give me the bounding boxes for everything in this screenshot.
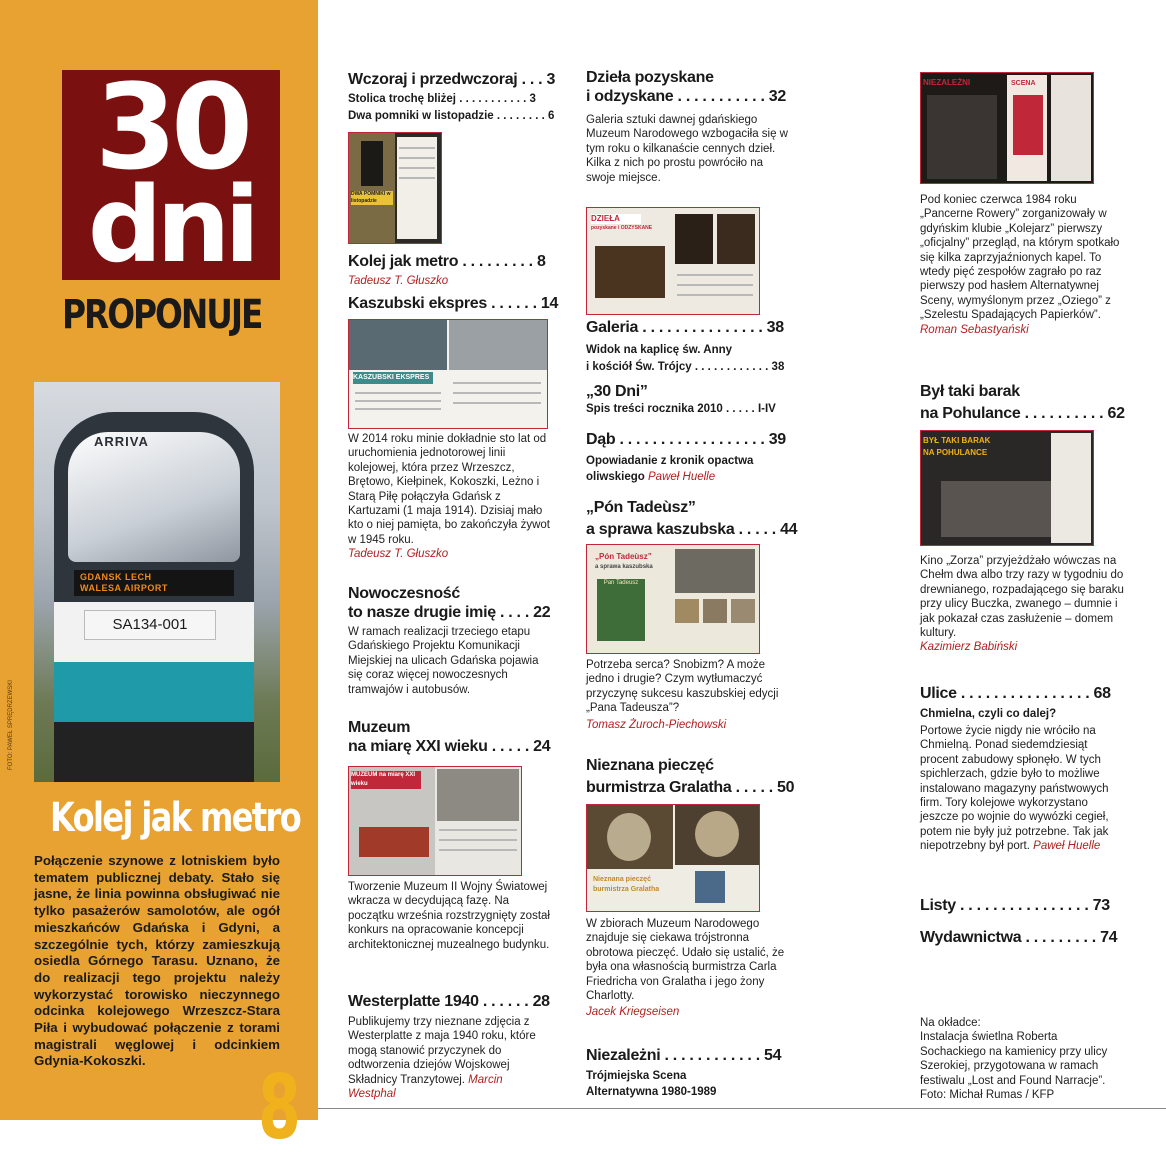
- toc-title: „Pón Tadeùsz”: [586, 499, 696, 516]
- thumbnail-title: BYŁ TAKI BARAK: [923, 436, 991, 445]
- toc-entry-listy[interactable]: [920, 896, 1126, 915]
- article-thumbnail[interactable]: [348, 319, 548, 429]
- photo-page-number: 8: [258, 1056, 301, 1159]
- thumbnail-title: „Pón Tadeùsz”: [595, 552, 652, 561]
- logo-number: 30: [94, 58, 248, 196]
- toc-entry-ulice[interactable]: [920, 684, 1126, 854]
- toc-title: burmistrza Gralatha . . . . . 50: [586, 779, 795, 796]
- feature-title: Kolej jak metro: [50, 795, 301, 841]
- left-panel: [0, 0, 318, 1159]
- toc-title: Westerplatte 1940 . . . . . . 28: [348, 993, 550, 1010]
- toc-entry-barak[interactable]: [920, 382, 1126, 423]
- bottom-rule: [318, 1108, 1166, 1109]
- toc-subtitle: Chmielna, czyli co dalej?: [920, 708, 1057, 720]
- article-thumbnail[interactable]: [586, 544, 760, 654]
- toc-title: to nasze drugie imię . . . . 22: [348, 604, 551, 621]
- article-thumbnail[interactable]: [348, 132, 442, 244]
- toc-entry-pieczec[interactable]: [586, 756, 795, 797]
- train-windshield: [68, 432, 240, 562]
- toc-author: Roman Sebastyański: [920, 323, 1029, 336]
- toc-subtitle: Dwa pomniki w listopadzie . . . . . . . . 6: [348, 110, 555, 122]
- thumbnail-subtitle: SCENA: [1011, 80, 1036, 87]
- toc-title: Nieznana pieczęć: [586, 757, 714, 774]
- cover-info: [920, 1016, 1116, 1102]
- toc-subtitle: Stolica trochę bliżej . . . . . . . . . . . 3: [348, 93, 536, 105]
- train-destination-display: [74, 570, 234, 596]
- toc-title: Niezależni . . . . . . . . . . . . 54: [586, 1047, 782, 1064]
- cover-label: Na okładce:: [920, 1017, 981, 1029]
- toc-entry-wczoraj[interactable]: [348, 70, 556, 124]
- toc-title: Nowoczesność: [348, 585, 460, 602]
- toc-subtitle: Opowiadanie z kronik opactwa: [586, 455, 754, 467]
- toc-author: Paweł Huelle: [1033, 840, 1101, 853]
- thumbnail-title: Nieznana pieczęć: [593, 876, 651, 883]
- toc-entry-galeria[interactable]: [586, 318, 790, 375]
- feature-text: Połączenie szynowe z lotniskiem było tematem publicznej debaty. Stało się jasne, że linia powinna obsługiwać nie tylko pasażerów samolotów, ale ogół mieszkańców Gdańska i Gdyni, a szczególnie tych, którzy zamieszkują osiedla Górnego Tarasu. Uznano, że do realizacji tego projektu należy wykorzystać torowisko nieczynnego odcinka kolejowego Wrzeszcz-Stara Piła i wybudować połączenie z torami magistrali węglowej i odcinkiem Gdynia-Kokoszki.: [34, 853, 280, 1069]
- toc-subtitle: Widok na kaplicę św. Anny: [586, 344, 733, 356]
- thumbnail-title: DZIEŁA: [591, 214, 641, 224]
- train-brand: ARRIVA: [94, 434, 149, 449]
- toc-description: W zbiorach Muzeum Narodowego znajduje się ciekawa trójstronna obrotowa pieczęć. Udało się ustalić, że była ona własnością burmistrza Carla Friedricha von Gralatha i jego żony Charlotty.: [586, 918, 785, 1003]
- toc-entry-nowoczesnosc[interactable]: [348, 584, 552, 697]
- toc-author: Kazimierz Babiński: [920, 641, 1018, 654]
- toc-entry-kolej[interactable]: [348, 252, 552, 288]
- toc-title: Wczoraj i przedwczoraj . . . 3: [348, 71, 556, 88]
- train-bogie: [54, 722, 254, 782]
- toc-entry-wydawnictwa[interactable]: [920, 928, 1126, 947]
- toc-entry-dab[interactable]: [586, 430, 790, 485]
- thumbnail-title: MUZEUM na miarę XXI wieku: [351, 771, 421, 789]
- thumbnail-title: DWA POMNIKI w listopadzie: [351, 191, 393, 205]
- tagline: PROPONUJE: [62, 292, 262, 338]
- toc-description: Portowe życie nigdy nie wróciło na Chmielną. Ponad siedemdziesiąt procent zabudowy spłonęło. W tych spichlerzach, gdzie było to możliwe instalowano magazyny państwowych firm. Tory kolejowe wykorzystano jeszcze po wojnie do wywózki cegieł, potem nie były już potrzebne. Tak jak niepotrzebny był port.: [920, 725, 1109, 853]
- toc-author: Jacek Kriegseisen: [586, 1006, 680, 1019]
- toc-title: Dąb . . . . . . . . . . . . . . . . . . 39: [586, 431, 786, 448]
- toc-description: W 2014 roku minie dokładnie sto lat od uruchomienia jednotorowej linii kolejowej, która przez Wrzeszcz, Brętowo, Kiełpinek, Kokoszki, Leżno i Starą Piłę połączyła Gdańsk z Kartuzami (1 maja 1914). Dzisiaj mało kto o niej pamięta, bo zakończyła żywot w 1945 roku.: [348, 433, 550, 546]
- toc-title: na miarę XXI wieku . . . . . 24: [348, 738, 551, 755]
- article-thumbnail[interactable]: [920, 430, 1094, 546]
- article-thumbnail[interactable]: [586, 804, 760, 912]
- thumbnail-subtitle: burmistrza Gralatha: [593, 886, 660, 893]
- toc-subtitle: Alternatywna 1980-1989: [586, 1086, 717, 1098]
- toc-author: Marcin Westphal: [348, 1073, 503, 1101]
- toc-description: Kino „Zorza” przyjeżdżało wówczas na Chełm dwa albo trzy razy w tygodniu do drewnianego, rozpadającego się baraku przy ulicy Buczka, zwanego – dumnie i jak pokazał czas zasłużenie – domem kultury.: [920, 555, 1124, 640]
- toc-title: Dzieła pozyskane: [586, 69, 714, 86]
- thumbnail-subtitle: pozyskane i ODZYSKANE: [591, 225, 653, 231]
- toc-author: Tadeusz T. Głuszko: [348, 548, 449, 561]
- article-thumbnail[interactable]: [348, 766, 522, 876]
- toc-entry-kaszubski[interactable]: [348, 294, 559, 313]
- toc-author: Tomasz Żuroch-Piechowski: [586, 718, 727, 731]
- toc-entry-muzeum[interactable]: [348, 718, 552, 756]
- toc-subtitle: Spis treści rocznika 2010 . . . . . I-IV: [586, 403, 776, 415]
- toc-title: Wydawnictwa . . . . . . . . . 74: [920, 929, 1118, 946]
- toc-entry-niezalezni[interactable]: [586, 1046, 790, 1100]
- thumbnail-subtitle: a sprawa kaszubska: [595, 564, 653, 570]
- toc-description: Publikujemy trzy nieznane zdjęcia z Westerplatte z maja 1940 roku, które mogą stanowić przyczynek do odtworzenia dziejów Wojskowej Składnicy Tranzytowej.: [348, 1016, 536, 1086]
- toc-title: Kaszubski ekspres . . . . . . 14: [348, 295, 559, 312]
- toc-description: Tworzenie Muzeum II Wojny Światowej wkracza w decydującą fazę. Na początku września rozstrzygnięty został konkurs na opracowanie koncepcji architektonicznej muzealnego budynku.: [348, 881, 550, 951]
- cover-photo-credit: Foto: Michał Rumas / KFP: [920, 1089, 1055, 1102]
- article-thumbnail[interactable]: [586, 207, 760, 315]
- display-line-2: WALESA AIRPORT: [80, 583, 168, 593]
- thumbnail-book-cover: Pan Tadeusz: [597, 579, 645, 641]
- toc-description: Pod koniec czerwca 1984 roku „Pancerne Rowery” zorganizowały w gdyńskim klubie „Kolejarz” pierwszy „oficjalny” przegląd, na którym spotkało się kilka zaprzyjaźnionych kapel. To wtedy pięć zespołów zagrało po raz pierwszy pod hasłem Alternatywnej Sceny, wymyślonym przez „Oziego” z „Szelestu Spadających Papierków”.: [920, 194, 1120, 322]
- toc-entry-pon-tadeusz[interactable]: [586, 498, 798, 539]
- toc-description: Potrzeba serca? Snobizm? A może jedno i drugie? Czym wytłumaczyć przyczynę sukcesu kaszubskiej edycji „Pana Tadeusza”?: [586, 659, 779, 715]
- toc-title: Listy . . . . . . . . . . . . . . . . 73: [920, 897, 1110, 914]
- toc-author: Tadeusz T. Głuszko: [348, 275, 449, 287]
- toc-title: „30 Dni”: [586, 383, 648, 400]
- train-plate: SA134-001: [84, 610, 216, 640]
- logo-word: dni: [87, 164, 255, 286]
- thumbnail-title: NIEZALEŻNI: [923, 78, 971, 87]
- train-stripe: [54, 662, 254, 722]
- thumbnail-subtitle: NA POHULANCE: [923, 448, 988, 457]
- toc-subtitle: i kościół Św. Trójcy . . . . . . . . . . . . 38: [586, 361, 785, 373]
- toc-subtitle: oliwskiego: [586, 471, 645, 483]
- toc-title: Galeria . . . . . . . . . . . . . . . 38: [586, 319, 784, 336]
- article-thumbnail[interactable]: [920, 72, 1094, 184]
- toc-subtitle: Trójmiejska Scena: [586, 1070, 687, 1082]
- toc-title: Kolej jak metro . . . . . . . . . 8: [348, 253, 546, 270]
- photo-credit: FOTO: PAWEŁ SPRĘDRZEWSKI: [8, 680, 14, 770]
- cover-description: Instalacja świetlna Roberta Sochackiego na kamienicy przy ulicy Szerokiej, przygotowana w ramach festiwalu „Lost and Found Narracje”.: [920, 1031, 1108, 1087]
- toc-entry-30dni[interactable]: [586, 382, 790, 417]
- magazine-logo: [62, 58, 280, 286]
- thumbnail-title: KASZUBSKI EKSPRES: [353, 372, 433, 384]
- toc-entry-westerplatte[interactable]: [348, 992, 552, 1101]
- toc-title: Był taki barak: [920, 383, 1020, 400]
- toc-author: Paweł Huelle: [648, 471, 716, 483]
- toc-entry-dziela[interactable]: [586, 68, 790, 185]
- toc-title: na Pohulance . . . . . . . . . . 62: [920, 405, 1125, 422]
- toc-description: Galeria sztuki dawnej gdańskiego Muzeum Narodowego wzbogaciła się w tym roku o kilkanaście cennych dzieł. Kilka z nich po prostu powróciło na swoje miejsce.: [586, 114, 788, 184]
- toc-description: W ramach realizacji trzeciego etapu Gdańskiego Projektu Komunikacji Miejskiej na ulicach Gdańska pojawia się coraz więcej nowoczesnych tramwajów i autobusów.: [348, 626, 539, 696]
- toc-title: Muzeum: [348, 719, 411, 736]
- display-line-1: GDANSK LECH: [80, 572, 152, 582]
- toc-title: a sprawa kaszubska . . . . . 44: [586, 521, 798, 538]
- toc-title: i odzyskane . . . . . . . . . . . 32: [586, 88, 786, 105]
- toc-title: Ulice . . . . . . . . . . . . . . . . 68: [920, 685, 1111, 702]
